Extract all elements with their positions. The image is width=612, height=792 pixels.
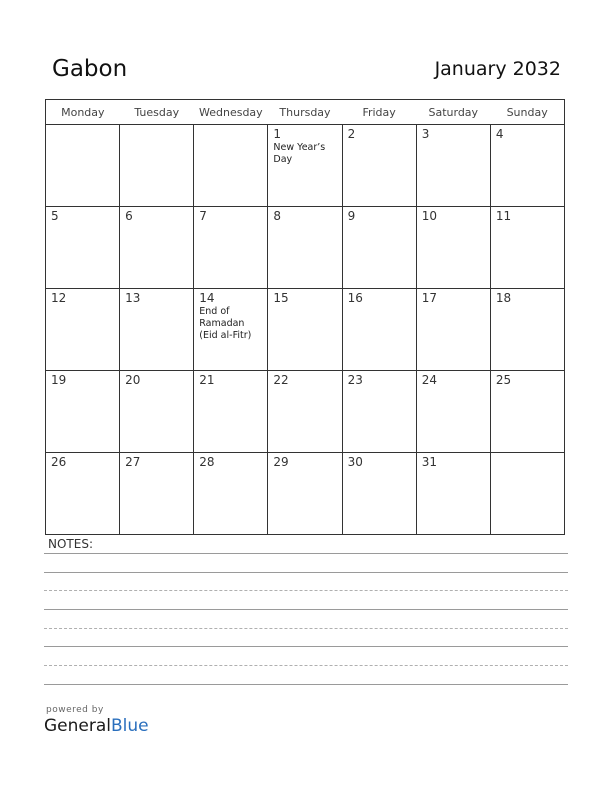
day-cell [342, 125, 416, 207]
day-number: 9 [347, 209, 356, 223]
weekday-saturday: Saturday [416, 100, 490, 125]
day-number: 15 [273, 291, 289, 305]
day-number: 25 [495, 373, 512, 387]
day-number: 6 [125, 209, 133, 223]
day-cell [194, 371, 268, 453]
day-cell [490, 207, 564, 289]
calendar-week-row [46, 453, 565, 535]
day-cell [46, 207, 120, 289]
day-cell [342, 371, 416, 453]
weekday-friday: Friday [342, 100, 416, 125]
brand-logo-blue: Blue [111, 716, 149, 736]
day-number: 27 [125, 455, 141, 469]
day-cell [490, 289, 564, 371]
day-cell [46, 453, 120, 535]
day-cell [194, 453, 268, 535]
day-cell [120, 207, 194, 289]
day-cell [46, 289, 120, 371]
day-number: 30 [347, 455, 363, 469]
brand-logo [44, 716, 149, 736]
day-cell [120, 125, 194, 207]
day-number: 17 [421, 291, 437, 305]
notes-label: NOTES: [48, 537, 93, 551]
weekday-sunday: Sunday [490, 100, 564, 125]
day-cell [120, 453, 194, 535]
weekday-thursday: Thursday [268, 100, 342, 125]
calendar-week-row [46, 207, 565, 289]
day-cell [46, 371, 120, 453]
calendar-week-row [46, 125, 565, 207]
notes-line [44, 628, 568, 629]
weekday-wednesday: Wednesday [194, 100, 268, 125]
brand-logo-general: General [44, 716, 111, 736]
day-number: 8 [273, 209, 282, 223]
month-year-title: January 2032 [434, 58, 561, 80]
day-cell [194, 289, 268, 371]
day-cell [342, 207, 416, 289]
weekday-monday: Monday [46, 100, 120, 125]
day-number: 11 [495, 209, 512, 223]
holiday-label: New Year’s Day [273, 142, 326, 165]
day-number: 3 [421, 127, 430, 141]
day-number: 4 [495, 127, 504, 141]
day-cell [194, 207, 268, 289]
notes-line [44, 646, 568, 647]
day-cell [490, 453, 564, 535]
day-cell [416, 453, 490, 535]
day-number: 28 [199, 455, 215, 469]
notes-line [44, 590, 568, 591]
day-cell [416, 371, 490, 453]
day-cell [268, 453, 342, 535]
day-cell [120, 371, 194, 453]
notes-line [44, 609, 568, 610]
day-number: 7 [199, 209, 207, 223]
day-number: 22 [273, 373, 289, 387]
day-number: 26 [51, 455, 67, 469]
country-title: Gabon [52, 56, 128, 82]
day-number: 1 [273, 127, 282, 141]
day-cell [268, 289, 342, 371]
day-number: 10 [421, 209, 437, 223]
day-number: 2 [347, 127, 356, 141]
holiday-label: End of Ramadan (Eid al-Fitr) [199, 306, 252, 341]
day-number: 19 [51, 373, 67, 387]
day-cell [268, 125, 342, 207]
day-cell [416, 207, 490, 289]
powered-by-text: powered by [46, 705, 104, 715]
notes-line [44, 553, 568, 554]
day-number: 14 [199, 291, 215, 305]
day-number: 31 [421, 455, 437, 469]
day-number: 23 [347, 373, 363, 387]
notes-line [44, 572, 568, 573]
day-number: 12 [51, 291, 67, 305]
calendar-week-row [46, 371, 565, 453]
notes-line [44, 665, 568, 666]
calendar-week-row [46, 289, 565, 371]
day-cell [46, 125, 120, 207]
calendar-body [46, 125, 565, 535]
calendar-grid [45, 99, 565, 535]
day-cell [416, 289, 490, 371]
day-number: 16 [347, 291, 363, 305]
day-cell [342, 289, 416, 371]
day-number: 20 [125, 373, 141, 387]
day-number: 21 [199, 373, 215, 387]
day-cell [490, 371, 564, 453]
day-cell [268, 371, 342, 453]
day-cell [194, 125, 268, 207]
weekday-header-row [46, 100, 565, 125]
day-cell [490, 125, 564, 207]
day-number: 29 [273, 455, 289, 469]
day-cell [416, 125, 490, 207]
weekday-tuesday: Tuesday [120, 100, 194, 125]
day-cell [268, 207, 342, 289]
day-number: 13 [125, 291, 141, 305]
day-cell [120, 289, 194, 371]
day-cell [342, 453, 416, 535]
notes-line [44, 684, 568, 685]
day-number: 18 [495, 291, 512, 305]
day-number: 24 [421, 373, 437, 387]
day-number: 5 [51, 209, 59, 223]
